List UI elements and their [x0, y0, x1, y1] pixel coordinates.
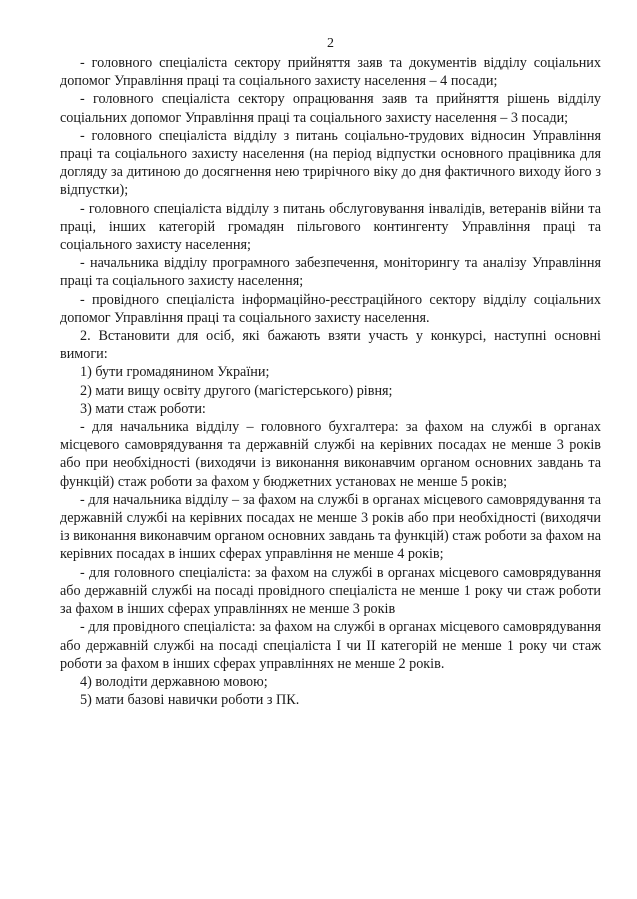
experience-paragraph-2: - для начальника відділу – за фахом на службі в органах місцевого самоврядування та державній службі на керівних посадах не менше 3 років або при необхідності (виходячи із виконання виконавчим органом основних завдань та функцій) стаж роботи за фахом на керівних посадах в інших сферах управління не менше 4 років; — [60, 491, 601, 563]
paragraph-position-3: - головного спеціаліста відділу з питань соціально-трудових відносин Управління праці та соціального захисту населення (на період відпустки основного працівника для догляду за дитиною до досягнення нею трирічного віку до дня фактичного виходу його з відпустки); — [60, 127, 601, 199]
requirement-item-5: 5) мати базові навички роботи з ПК. — [80, 692, 300, 709]
paragraph-position-6: - провідного спеціаліста інформаційно-реєстраційного сектору відділу соціальних допомог Управління праці та соціального захисту населення. — [60, 291, 601, 326]
paragraph-position-1: - головного спеціаліста сектору прийняття заяв та документів відділу соціальних допомог Управління праці та соціального захисту населення – 4 посади; — [60, 55, 601, 90]
experience-paragraph-3: - для головного спеціаліста: за фахом на службі в органах місцевого самоврядування або державній службі на посаді провідного спеціаліста не менше 1 року чи стаж роботи за фахом в інших сферах управліннях не менше 3 років — [60, 564, 601, 618]
requirement-item-4: 4) володіти державною мовою; — [80, 673, 268, 690]
paragraph-position-4: - головного спеціаліста відділу з питань обслуговування інвалідів, ветеранів війни та праці, інших категорій громадян пільгового контингенту Управління праці та соціального захисту населення; — [60, 200, 601, 254]
paragraph-position-2: - головного спеціаліста сектору опрацювання заяв та прийняття рішень відділу соціальних допомог Управління праці та соціального захисту населення – 3 посади; — [60, 91, 601, 126]
requirement-item-1: 1) бути громадянином України; — [80, 364, 270, 381]
requirement-item-3: 3) мати стаж роботи: — [80, 400, 206, 417]
page-number: 2 — [327, 36, 334, 51]
paragraph-position-5: - начальника відділу програмного забезпечення, моніторингу та аналізу Управління праці та соціального захисту населення; — [60, 255, 601, 290]
requirement-item-2: 2) мати вищу освіту другого (магістерського) рівня; — [80, 382, 393, 399]
paragraph-requirements-intro: 2. Встановити для осіб, які бажають взяти участь у конкурсі, наступні основні вимоги: — [60, 328, 601, 363]
experience-paragraph-1: - для начальника відділу – головного бухгалтера: за фахом на службі в органах місцевого самоврядування та державній службі на керівних посадах не менше 3 років або при необхідності (виходячи із виконання виконавчим органом основних завдань та функцій) стаж роботи за фахом у бюджетних установах не менше 5 років; — [60, 419, 601, 490]
experience-paragraph-4: - для провідного спеціаліста: за фахом на службі в органах місцевого самоврядування або державній службі на посаді спеціаліста І чи ІІ категорій не менше 1 року чи стаж роботи за фахом в інших сферах управліннях не менше 2 років. — [60, 619, 601, 672]
